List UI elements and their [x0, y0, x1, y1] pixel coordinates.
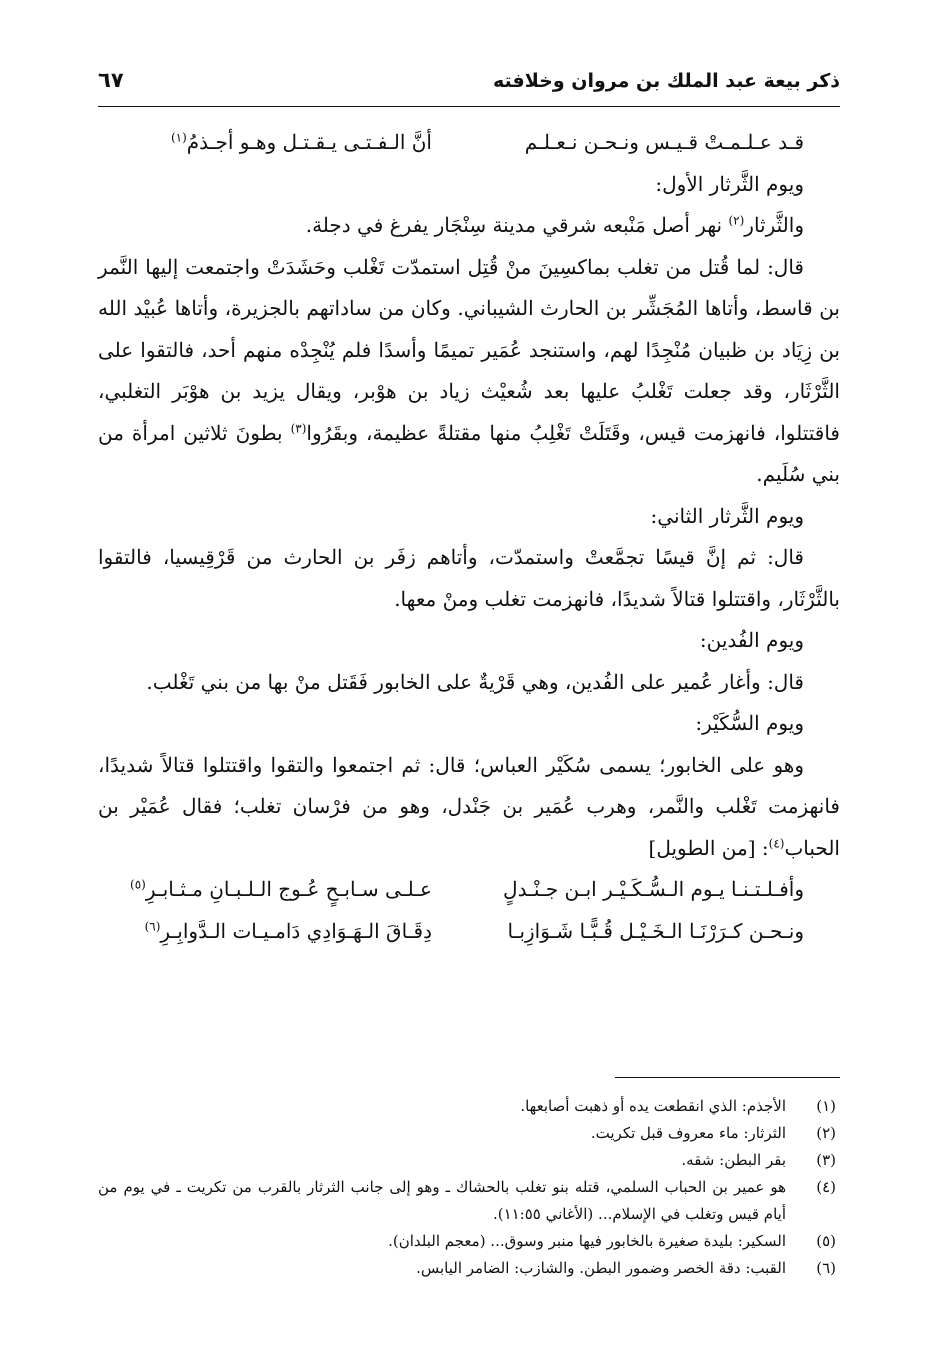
verse-second-hemistich: دِقَـاقَ الـهَـوَادِي دَامـيـات الـدَّوابِـرِ$^{(٦)}$	[144, 918, 432, 943]
verse-first-hemistich: وأفـلـتـنـا يـوم الـسُّـكَـيْـر ابـن جـنْـدلٍ	[503, 877, 804, 901]
footnote-number: (٢)	[816, 1124, 836, 1142]
footnote-number: (٣)	[816, 1151, 836, 1169]
verse-line	[98, 911, 840, 953]
footnote-number: (٥)	[816, 1232, 836, 1250]
footnote-ref: (٦)	[144, 918, 161, 933]
running-header	[98, 66, 840, 107]
footnote-text: هو عمير بن الحباب السلمي، قتله بنو تغلب بالحشاك ـ وهو إلى جانب الثرثار بالقرب من تكريت ـ في يوم من أيام قيس وتغلب في الإسلام... (الأغاني ١١:٥٥).	[98, 1178, 786, 1223]
main-text	[98, 122, 840, 952]
footnote-number: (٤)	[816, 1178, 836, 1196]
paragraph: قال: ثم إنَّ قيسًا تجمَّعتْ واستمدّت، وأتاهم زفَر بن الحارث من قَرْقِيسيا، فالتقوا بالثَّرْثَار، واقتتلوا قتالاً شديدًا، فانهزمت تغلب ومنْ معها.	[98, 545, 840, 611]
footnote	[98, 1255, 840, 1282]
footnote	[98, 1120, 840, 1147]
verse-first-hemistich: قـد عـلـمـتْ قـيـس ونـحـن نـعـلـم	[524, 130, 804, 154]
paragraph: قال: وأغار عُمير على الفُدين، وهي قَرْيةٌ على الخابور فَقَتل منْ بها من بني تَغْلب.	[146, 669, 804, 694]
section-heading: ويوم الثَّرثار الثاني:	[650, 503, 804, 528]
footnote-ref: (٥)	[130, 877, 146, 892]
footnote-divider	[615, 1077, 840, 1078]
verse-line	[98, 122, 840, 164]
paragraph: قال: لما قُتل من تغلب بماكسِينَ منْ قُتِل استمدّت تَغْلب وحَشَدَتْ واجتمعت إليها النَّمر بن قاسط، وأتاها المُجَشِّر بن الحارث الشيباني. وكان من ساداتهم بالجزيرة، وأتاها عُبيْد الله بن زِيَاد بن ظبيان مُنْجِدًا لهم، واستنجد عُمَير تميمًا وأسدًا فلم يُنْجِدْه منهم أحد، فالتقوا على الثَّرْثَار، وقد جعلت تَغْلبُ عليها بعد شُعيْث زياد بن هوْبر، ويقال يزيد بن هوْبَر التغلبي، فاقتتلوا، فانهزمت قيس، وقَتَلَتْ تَغْلِبُ منها مقتلةً عظيمة، وبقَرُوا$^{(٣)}$ بطونَ ثلاثين امرأة من بني سُلَيم.	[98, 254, 840, 486]
page-number: ٦٧	[98, 68, 124, 92]
footnote-ref: (٤)	[768, 835, 785, 850]
footnote	[98, 1228, 840, 1255]
footnotes	[98, 1093, 840, 1282]
meter-label: : [من الطويل]	[648, 835, 769, 860]
footnote-text: السكير: بليدة صغيرة بالخابور فيها منبر وسوق... (معجم البلدان).	[388, 1232, 786, 1250]
footnote-text: بقر البطن: شقه.	[681, 1151, 786, 1169]
footnote-number: (١)	[816, 1097, 836, 1115]
footnote-text: الأجذم: الذي انقطعت يده أو ذهبت أصابعها.	[520, 1097, 786, 1115]
footnote-text: الثرثار: ماء معروف قبل تكريت.	[590, 1124, 786, 1142]
verse-second-hemistich: أنَّ الـفـتـى يـقـتـل وهـو أجـذمُ$^{(١)}$	[170, 130, 432, 154]
verse-first-hemistich: ونـحـن كـرَرْنَـا الـخَـيْـل قُـبًّـا شَـوَازِبـا	[507, 918, 804, 943]
footnote	[98, 1093, 840, 1120]
chapter-title: ذكر بيعة عبد الملك بن مروان وخلافته	[493, 70, 840, 92]
footnote-text: القبب: دقة الخصر وضمور البطن. والشازب: الضامر اليابس.	[416, 1259, 786, 1277]
section-heading: ويوم الثَّرثار الأول:	[655, 171, 804, 196]
footnote-ref: (٢)	[728, 213, 745, 228]
section-heading: ويوم السُّكَيْر:	[695, 711, 804, 735]
section-heading: ويوم الفُدين:	[699, 628, 804, 652]
paragraph: والثَّرثار$^{(٢)}$ نهر أصل مَنْبعه شرقي مدينة سِنْجَار يفرغ في دجلة.	[305, 213, 804, 237]
footnote-ref: (١)	[170, 130, 187, 145]
footnote	[98, 1174, 840, 1228]
footnote	[98, 1147, 840, 1174]
verse-line	[98, 869, 840, 911]
verse-second-hemistich: عـلـى سـابـحٍ عُـوج الـلـبـانِ مـثـابـرِ$^{(٥)}$	[130, 877, 432, 901]
footnote-ref: (٣)	[290, 420, 307, 435]
paragraph: وهو على الخابور؛ يسمى سُكَيْر العباس؛ قال: ثم اجتمعوا والتقوا واقتتلوا قتالاً شديدًا، فانهزمت تَغْلب والنَّمر، وهرب عُمَير بن جَنْدل، وهو من فرْسان تغلب؛ فقال عُمَيْر بن الحباب$^{(٤)}$: [من الطويل]	[98, 752, 840, 860]
footnote-number: (٦)	[816, 1259, 836, 1277]
